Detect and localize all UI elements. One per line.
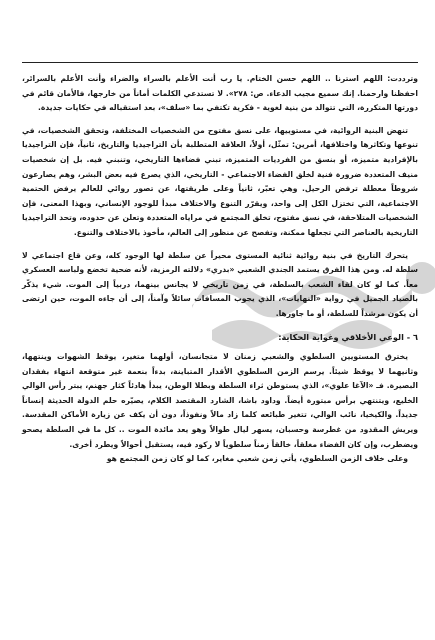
paragraph-closing-prayer: وترددت: اللهم استرنا .. اللهم حسن الختام. يا رب أنت الأعلم بالسراء والضراء وأنت الأعلم بالسرائر، احفظنا وارحمنا. إنك سميع مجيب الدعاء. ص: ٢٧٨». لا تستدعي الكلمات أماناً من خارجها، فالأمان قائم في دورتها المتكررة، التي تتوالد من بنية لغوية - فكرية تكتفي بما «سلف»، بعد استقباله في حكايات جديدة. <box>22 74 418 113</box>
paragraph-history-two-levels: يتحرك التاريخ في بنية روائية ثنائية المستوى محيراً عن سلطة لها الوجود كله، وعن قاع اجتماعي لا سلطة له. ومن هذا الفرق يستمد الجندي الشعبي «بدري» دلالته الرمزية، لأنه ضحية تخضع ولباسه العسكري معاً. كما لو كان لقاء الشعب بالسلطة، في زمن تاريخي لا يجانس بينهما، دربياً إلى الموت. شيء يذكّر بالصياد الجميل في رواية «النهايات»، الذي يجوب المسافات سائلاً وآمناً، إلى أن جاءه الموت، حين ارتضى أن يكون مرشداً للسلطة، أو ما جاورها. <box>22 250 418 318</box>
paragraph-two-times: يخترق المستويين السلطوي والشعبي زمنان لا متجانسان، أولهما متغير، يوقظ الشهوات وينتهها، وثانيهما لا يوقظ شيئاً. يرسم الزمن السلطوي الأقدار المتباينة، بدءاً بنعمة غير متوقعة انتهاء بفقدان البصيرة. فـ «الآغا علوي»، الذي يستوطن ثراء السلطة وبطلا الوطن، يبدأ هادئاً كثار جهنم، يبتر رأس الوالي الخليع، ويتنتهي برأس مبتورة أيضاً. وداود باشا، الشارد المقتصد الكلام، يصيّره حلم الدولة الحديثة إنساناً جديداً. والكيخيا، نائب الوالي، تتغير طبائعه كلما زاد مالاً ونفوذاً، دون أن يكف عن زيارة الأماكن المقدسة. ويريش المقدود من غطرسة وحسبان، يسهر ليال طوالاً وهو يعد مائدة الموت .. كل ما في السلطة يصحو ويضطرب، وإن كان الفضاء مغلقاً، خالقاً زمناً سلطوياً لا ركود فيه، يستقبل أحوالاً ويطرد أخرى. <box>22 352 418 449</box>
page-body-text <box>22 72 418 467</box>
paragraph-popular-time: وعلى خلاف الزمن السلطوي، يأتي زمن شعبي مغاير، كما لو كان زمن المجتمع هو <box>106 454 408 464</box>
top-divider-rule <box>22 62 418 63</box>
paragraph-narrative-structure: تنهض البنية الروائية، في مستوييها، على نسق مفتوح من الشخصيات المختلفة، وتحقق الشخصيات، في تنوعها وتكاثرها واختلافها، أمرين: تمثّل، أولاً، العلاقة المتطلبة بأن التراجيديا والتاريخ، ثانياً، فإن التراجيديا بالإفرادية متميزة، أو بنسق من الفرديات المتميزة، تبني فضاءها التاريخي، وتنبني فيه. بل إن شخصيات منيف المتعددة ضرورة فنية لخلق الفضاء الاجتماعي - التاريخي، الذي يصرع فيه بعض البشر، وهم يصارعون شروطاً معطلة ترفض الرحيل. وهي تعبّر، ثانياً وعلى طريقتها، عن تصور روائي للعالم يرفض الحتمية الاجتماعية، التي تختزل الكل إلى واحد، ويقرّر التنوع والاختلاف مبدأ للوجود الإنساني، وبهذا المعنى، فإن الشخصيات المتلاحقة، في نسق مفتوح، تخلق المجتمع في مراياه المتعددة وتعلن عن حدوده، وتحد التراجيديا التاريخية بالعناصر التي تجعلها ممكنة، وتفصح عن منظور إلى العالم، مأخوذ بالاختلاف والتنوع. <box>22 125 418 237</box>
book-page <box>22 0 418 640</box>
section-heading: ٦ - الوعي الأخلاقي وغواية الحكاية: <box>278 331 418 342</box>
